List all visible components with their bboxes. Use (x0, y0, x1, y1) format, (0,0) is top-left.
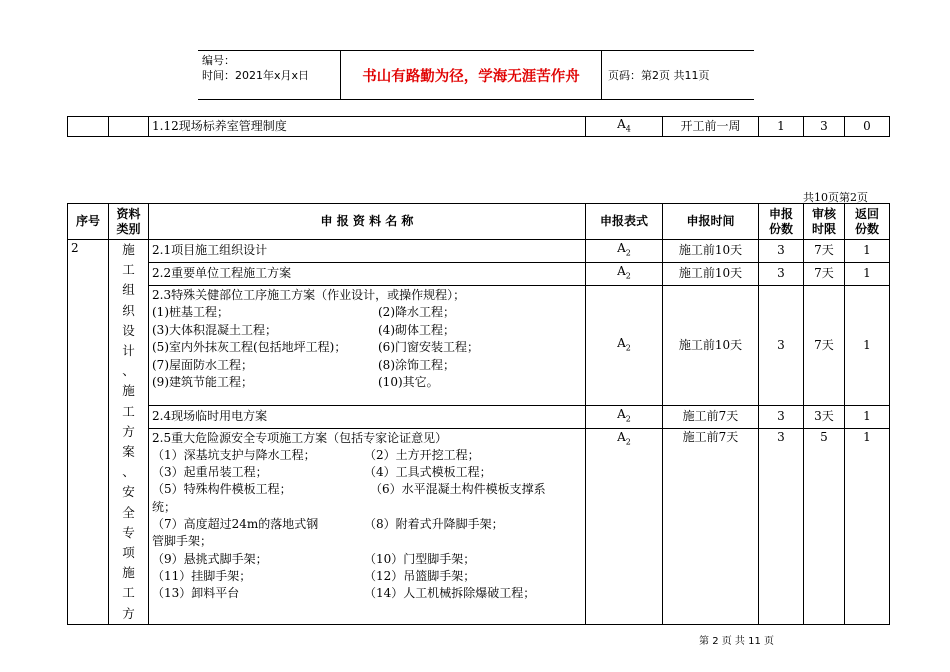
row-copies: 3 (759, 262, 804, 285)
list-item (152, 533, 582, 550)
category-char: 方 (122, 423, 135, 439)
list-item-right: （8）附着式升降脚手架； (364, 517, 504, 532)
list-item-right: （6）水平混凝土构件模板支撑系 (364, 482, 546, 497)
row-return: 1 (845, 240, 890, 263)
list-item-right: (6)门窗安装工程； (378, 340, 479, 355)
row-time: 施工前7天 (663, 405, 759, 428)
table-row (68, 428, 890, 624)
list-item-right: （12）吊篮脚手架； (364, 568, 476, 583)
page-footer: 第 2 页 共 11 页 (699, 636, 774, 647)
list-item-right: (2)降水工程； (378, 305, 455, 320)
list-item (152, 516, 582, 533)
row-name: 2.4现场临时用电方案 (149, 405, 586, 428)
category-char: 施 (122, 383, 135, 399)
list-item-left: （5）特殊构件模板工程； (152, 482, 292, 497)
row-time: 施工前7天 (663, 428, 759, 624)
category-char: 工 (122, 585, 135, 601)
table-row (68, 240, 890, 263)
list-item-left: (9)建筑节能工程； (152, 375, 253, 390)
category-char: 设 (122, 322, 135, 338)
row-form: $A_2$ (586, 240, 663, 263)
row25-name-cell (149, 428, 586, 624)
top-row-category (109, 117, 149, 137)
list-item-right: （2）土方开挖工程； (364, 447, 480, 462)
top-row-copies: 1 (759, 117, 804, 137)
list-item-left: 管脚手架； (152, 534, 213, 549)
list-item (152, 447, 582, 464)
list-item-right: (8)涂饰工程； (378, 357, 455, 372)
list-item-right: (4)砌体工程； (378, 322, 455, 337)
list-item (152, 304, 582, 322)
list-item-left: (1)桩基工程； (152, 305, 229, 320)
top-row-time: 开工前一周 (663, 117, 759, 137)
row-review: 7天 (804, 262, 845, 285)
category-char: 项 (122, 545, 135, 561)
list-item (152, 551, 582, 568)
top-row-table (67, 116, 890, 137)
category-char: 组 (122, 282, 135, 298)
header-copies: 申报份数 (759, 204, 804, 240)
list-item-right: （10）门型脚手架； (364, 551, 476, 566)
list-item-left: (5)室内外抹灰工程(包括地坪工程)； (152, 340, 347, 355)
seq-cell: 2 (68, 240, 109, 625)
category-char: 案 (122, 444, 135, 460)
row-copies: 3 (759, 285, 804, 405)
category-char: 安 (122, 484, 135, 500)
list-item-left: 统； (152, 499, 177, 514)
header-name: 申 报 资 料 名 称 (149, 204, 586, 240)
list-item-right: (10)其它。 (378, 375, 439, 390)
category-char: 方 (122, 605, 135, 621)
slogan: 书山有路勤为径，学海无涯苦作舟 (340, 51, 602, 99)
row-copies: 3 (759, 428, 804, 624)
row-review: 7天 (804, 285, 845, 405)
row-review: 3天 (804, 405, 845, 428)
category-char: 施 (122, 565, 135, 581)
row25-title: 2.5重大危险源安全专项施工方案（包括专家论证意见） (152, 430, 448, 445)
category-char: 工 (122, 262, 135, 278)
header-category: 资料类别 (109, 204, 149, 240)
category-char: 织 (122, 302, 135, 318)
list-item-left: （1）深基坑支护与降水工程； (152, 447, 316, 462)
row-form: $A_2$ (586, 405, 663, 428)
list-item-left: （3）起重吊装工程； (152, 465, 268, 480)
row-return: 1 (845, 428, 890, 624)
top-row-form: $A_4$ (586, 117, 663, 137)
list-item-left: （7）高度超过24m的落地式钢 (152, 517, 319, 532)
list-item-left: （11）挂脚手架； (152, 568, 252, 583)
list-item (152, 568, 582, 585)
header-time: 申报时间 (663, 204, 759, 240)
page-header (198, 50, 754, 100)
category-char: 工 (122, 403, 135, 419)
list-item (152, 585, 582, 602)
row23-items (152, 304, 582, 392)
row-time: 施工前10天 (663, 262, 759, 285)
list-item-left: （9）悬挑式脚手架； (152, 551, 268, 566)
list-item (152, 464, 582, 481)
row-form: $A_2$ (586, 262, 663, 285)
list-item-right: （4）工具式模板工程； (364, 465, 492, 480)
row-return: 1 (845, 285, 890, 405)
list-item-left: (3)大体积混凝土工程； (152, 322, 277, 337)
list-item-right: （14）人工机械拆除爆破工程； (364, 586, 536, 601)
row-time: 施工前10天 (663, 285, 759, 405)
number-label: 编号： (202, 54, 235, 67)
list-item (152, 357, 582, 375)
page-code: 页码：第2页 共11页 (608, 69, 710, 82)
row-form: $A_2$ (586, 285, 663, 405)
time-label: 时间：2021年x月x日 (202, 69, 310, 82)
table-row (68, 285, 890, 405)
page-info: 共10页第2页 (803, 191, 868, 204)
table-row (68, 262, 890, 285)
row25-lines (152, 447, 582, 603)
top-row-seq (68, 117, 109, 137)
top-row-review: 3 (804, 117, 845, 137)
header-form: 申报表式 (586, 204, 663, 240)
row-review: 5 (804, 428, 845, 624)
table-row (68, 405, 890, 428)
header-left (198, 51, 340, 99)
list-item (152, 499, 582, 516)
row-review: 7天 (804, 240, 845, 263)
main-table (67, 203, 890, 625)
row-time: 施工前10天 (663, 240, 759, 263)
list-item (152, 374, 582, 392)
row-copies: 3 (759, 405, 804, 428)
category-char: 计 (122, 343, 135, 359)
category-char: 、 (122, 363, 135, 379)
row-form: $A_2$ (586, 428, 663, 624)
header-return: 返回份数 (845, 204, 890, 240)
row-return: 1 (845, 405, 890, 428)
category-char: 施 (122, 242, 135, 257)
category-char: 全 (122, 504, 135, 520)
table-header-row (68, 204, 890, 240)
list-item (152, 481, 582, 498)
top-row-name: 1.12现场标养室管理制度 (149, 117, 586, 137)
row23-title: 2.3特殊关健部位工序施工方案（作业设计，或操作规程）； (152, 287, 466, 302)
header-seq: 序号 (68, 204, 109, 240)
list-item-left: （13）卸料平台 (152, 586, 240, 601)
row-name: 2.2重要单位工程施工方案 (149, 262, 586, 285)
list-item-left: (7)屋面防水工程； (152, 357, 253, 372)
list-item (152, 322, 582, 340)
category-char: 专 (122, 524, 135, 540)
row-name: 2.1项目施工组织设计 (149, 240, 586, 263)
row-return: 1 (845, 262, 890, 285)
row23-name-cell (149, 285, 586, 405)
row-copies: 3 (759, 240, 804, 263)
header-review: 审核时限 (804, 204, 845, 240)
top-row-return: 0 (845, 117, 890, 137)
list-item (152, 339, 582, 357)
category-cell (109, 240, 149, 625)
category-char: 、 (122, 464, 135, 480)
